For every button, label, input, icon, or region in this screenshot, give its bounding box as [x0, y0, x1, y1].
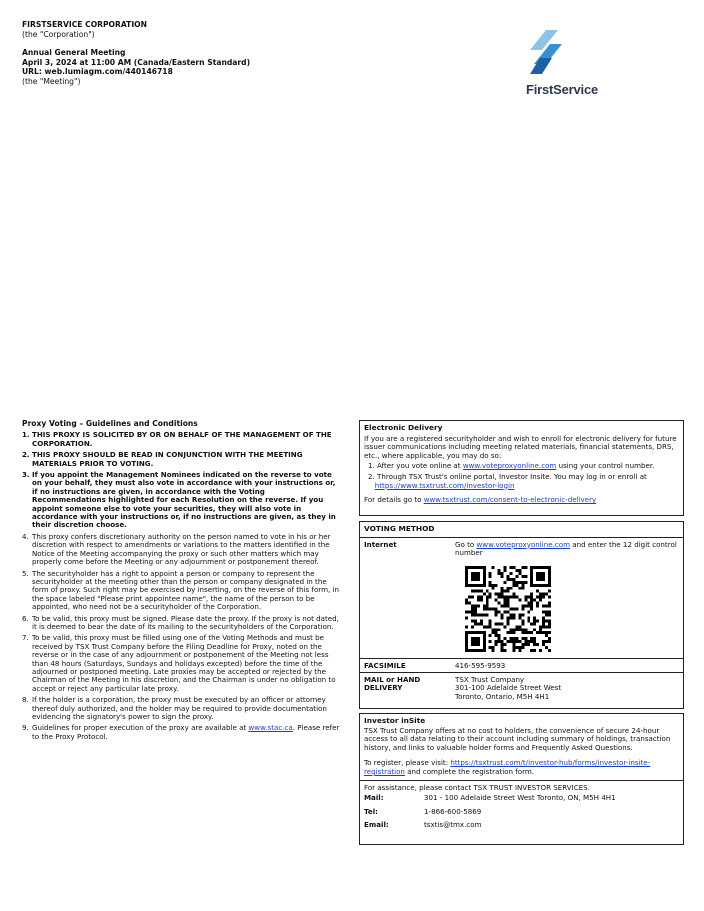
guideline-item: 7. To be valid, this proxy must be filled using one of the Voting Methods and must be received by TSX Trust Company before the Filing Deadline for Proxy, noted on the reverse or in the case of any adjournment or postponement of the Meeting not less than 48 hours (Saturdays, Sundays and holidays excepted) before the time of the adjourned or postponed meeting. Late proxies may be accepted or rejected by the Chairman of the Meeting in his discretion, and the Chairman is under no obligation to accept or reject any particular late proxy.: [22, 633, 336, 693]
voting-method-title: VOTING METHOD: [360, 522, 683, 538]
investor-login-link[interactable]: https://www.tsxtrust.com/investor-login: [374, 480, 515, 490]
electronic-delivery-intro: If you are a registered securityholder and wish to enroll for electronic delivery for future issuer communications including meeting related materials, financial statements, DRS, etc., where applicable, you may do so:: [364, 433, 677, 460]
electronic-delivery-title: Electronic Delivery: [364, 423, 443, 432]
guideline-item: 9. Guidelines for proper execution of the proxy are available at www.stac.ca. Please refer to the Proxy Protocol.: [22, 723, 340, 741]
company-alias: (the "Corporation"): [22, 29, 95, 39]
internet-row: [360, 538, 683, 659]
facsimile-row: [360, 659, 683, 673]
electronic-delivery-step-1: 1. After you vote online at www.voteproxyonline.com using your control number.: [368, 461, 655, 471]
meeting-url: URL: web.lumiagm.com/440146718: [22, 67, 173, 77]
meeting-name: Annual General Meeting: [22, 48, 126, 58]
company-name: FIRSTSERVICE CORPORATION: [22, 20, 147, 29]
logo-wordmark: FirstService: [526, 82, 599, 97]
meeting-alias: (the "Meeting"): [22, 76, 81, 86]
mail-row: [360, 673, 683, 709]
mail-address: TSX Trust Company 301-100 Adelaide Street West Toronto, Ontario, M5H 4H1: [455, 674, 562, 701]
electronic-delivery-details: For details go to www.tsxtrust.com/consent-to-electronic-delivery: [364, 495, 597, 505]
firstservice-logo: [526, 30, 636, 100]
investor-insite-box: [359, 713, 684, 845]
voteproxyonline-link[interactable]: www.voteproxyonline.com: [462, 461, 557, 471]
voting-method-box: [359, 521, 684, 709]
investor-insite-body: TSX Trust Company offers at no cost to holders, the convenience of secure 24-hour access to all data relating to their account including summary of holdings, transaction history, and links to valuable holder forms and Frequently Asked Questions.: [364, 725, 671, 752]
assistance-text: For assistance, please contact TSX TRUST INVESTOR SERVICES.: [364, 782, 590, 792]
electronic-delivery-step-2: 2. Through TSX Trust's online portal, Investor Insite. You may log in or enroll at https://www.tsxtrust.com/investor-login: [368, 471, 647, 490]
guideline-item: 4. This proxy confers discretionary authority on the person named to vote in his or her discretion with respect to amendments or variations to the matters identified in the Notice of the Meeting accompanying the proxy or such other matters which may properly come before the Meeting or any adjournment or postponement thereof.: [22, 531, 331, 567]
facsimile-number: 416-595-9593: [455, 660, 506, 670]
guideline-item: 3. If you appoint the Management Nominees indicated on the reverse to vote on your behalf, they must also vote in accordance with your instructions or, if no instructions are given, in accordance with the Voting Recommendations highlighted for each Resolution on the reverse. If you appoint someone else to vote your securities, they will also vote in accordance with your instructions or, if no instructions are given, as they in their discretion choose.: [22, 470, 336, 530]
investor-insite-title: Investor inSite: [364, 716, 426, 725]
internet-label: Internet: [364, 539, 397, 549]
guideline-item: 1. THIS PROXY IS SOLICITED BY OR ON BEHALF OF THE MANAGEMENT OF THE CORPORATION.: [22, 430, 332, 448]
stac-link[interactable]: www.stac.ca: [248, 723, 293, 733]
guidelines-title: Proxy Voting – Guidelines and Conditions: [22, 419, 198, 428]
qr-code[interactable]: [465, 566, 551, 652]
contact-tel: Tel: 1-866-600-5869: [364, 806, 482, 816]
guideline-item: 2. THIS PROXY SHOULD BE READ IN CONJUNCTION WITH THE MEETING MATERIALS PRIOR TO VOTING.: [22, 450, 303, 468]
internet-vote-link[interactable]: www.voteproxyonline.com: [476, 539, 570, 549]
meeting-header: [22, 20, 250, 87]
contact-email: Email: tsxtis@tmx.com: [364, 820, 482, 830]
insite-registration-link[interactable]: https://tsxtrust.com/t/investor-hub/forms/investor-insite-registration: [364, 758, 651, 776]
contact-mail: Mail: 301 - 100 Adelaide Street West Toronto, ON, M5H 4H1: [364, 793, 616, 803]
meeting-date: April 3, 2024 at 11:00 AM (Canada/Eastern Standard): [22, 57, 251, 67]
investor-insite-register: To register, please visit: https://tsxtrust.com/t/investor-hub/forms/investor-insite-registration and complete the registration form.: [364, 758, 651, 776]
consent-delivery-link[interactable]: www.tsxtrust.com/consent-to-electronic-delivery: [423, 495, 597, 505]
guideline-item: 6. To be valid, this proxy must be signed. Please date the proxy. If the proxy is not dated, it is deemed to bear the date of its mailing to the securityholders of the Corporation.: [22, 613, 339, 631]
proxy-guidelines: [22, 420, 340, 744]
logo-mark-icon: [528, 30, 564, 76]
guideline-item: 5. The securityholder has a right to appoint a person or company to represent the securityholder at the meeting other than the person or company designated in the form of proxy. Such right may be exercised by inserting, on the reverse of this form, in the space labeled "Please print appointee name", the name of the person to be appointed, who need not be a securityholder of the Corporation.: [22, 568, 339, 612]
facsimile-label: FACSIMILE: [364, 660, 406, 670]
electronic-delivery-box: [359, 420, 684, 516]
internet-instructions: Go to www.voteproxyonline.com and enter the 12 digit control number: [455, 538, 683, 659]
mail-label: MAIL or HAND DELIVERY: [364, 674, 421, 693]
guideline-item: 8. If the holder is a corporation, the proxy must be executed by an officer or attorney thereof duly authorized, and the holder may be required to provide documentation evidencing the signatory's power to sign the proxy.: [22, 695, 327, 721]
